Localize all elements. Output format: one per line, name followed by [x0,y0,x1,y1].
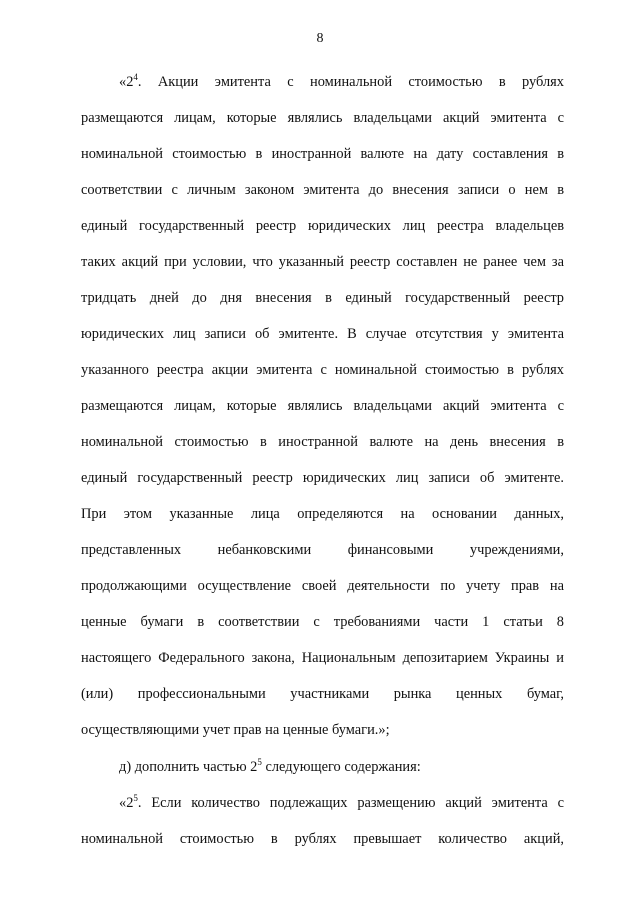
superscript: 5 [133,793,138,804]
paragraph-line: размещаются лицам, которые являлись владельцами акций эмитента с [81,110,564,126]
paragraph-line: номинальной стоимостью в рублях превышает количество акций, [81,831,564,847]
page-number: 8 [316,31,324,46]
paragraph-line [119,793,564,813]
paragraph-line: номинальной стоимостью в иностранной валюте на дату составления в [81,146,564,162]
paragraph-line: (или) профессиональными участниками рынка ценных бумаг, [81,686,564,702]
paragraph-line: продолжающими осуществление своей деятельности по учету прав на [81,578,564,594]
text-span: «2 [119,795,134,811]
paragraph-line: единый государственный реестр юридических лиц реестра владельцев [81,218,564,234]
paragraph-line [119,757,564,777]
paragraph-line: представленных небанковскими финансовыми учреждениями, [81,542,564,558]
paragraph-line: таких акций при условии, что указанный реестр составлен не ранее чем за [81,254,564,270]
superscript: 5 [257,757,262,768]
paragraph-line: тридцать дней до дня внесения в единый государственный реестр [81,290,564,306]
text-span: . Если количество подлежащих размещению акций эмитента с [137,795,564,811]
text-span: д) дополнить частью 2 [119,759,258,775]
paragraph-line [119,72,564,92]
paragraph-line: настоящего Федерального закона, Национальным депозитарием Украины и [81,650,564,666]
paragraph-line: размещаются лицам, которые являлись владельцами акций эмитента с [81,398,564,414]
text-span: следующего содержания: [261,759,421,775]
text-span: . Акции эмитента с номинальной стоимостью в рублях [137,74,564,90]
paragraph-line: юридических лиц записи об эмитенте. В случае отсутствия у эмитента [81,326,564,342]
paragraph-line: осуществляющими учет прав на ценные бумаги.»; [81,722,390,738]
paragraph-line: номинальной стоимостью в иностранной валюте на день внесения в [81,434,564,450]
paragraph-line: указанного реестра акции эмитента с номинальной стоимостью в рублях [81,362,564,378]
paragraph-line: единый государственный реестр юридических лиц записи об эмитенте. [81,470,564,486]
paragraph-line: ценные бумаги в соответствии с требованиями части 1 статьи 8 [81,614,564,630]
superscript: 4 [133,72,138,83]
paragraph-line: При этом указанные лица определяются на основании данных, [81,506,564,522]
paragraph-line: соответствии с личным законом эмитента до внесения записи о нем в [81,182,564,198]
text-span: «2 [119,74,134,90]
